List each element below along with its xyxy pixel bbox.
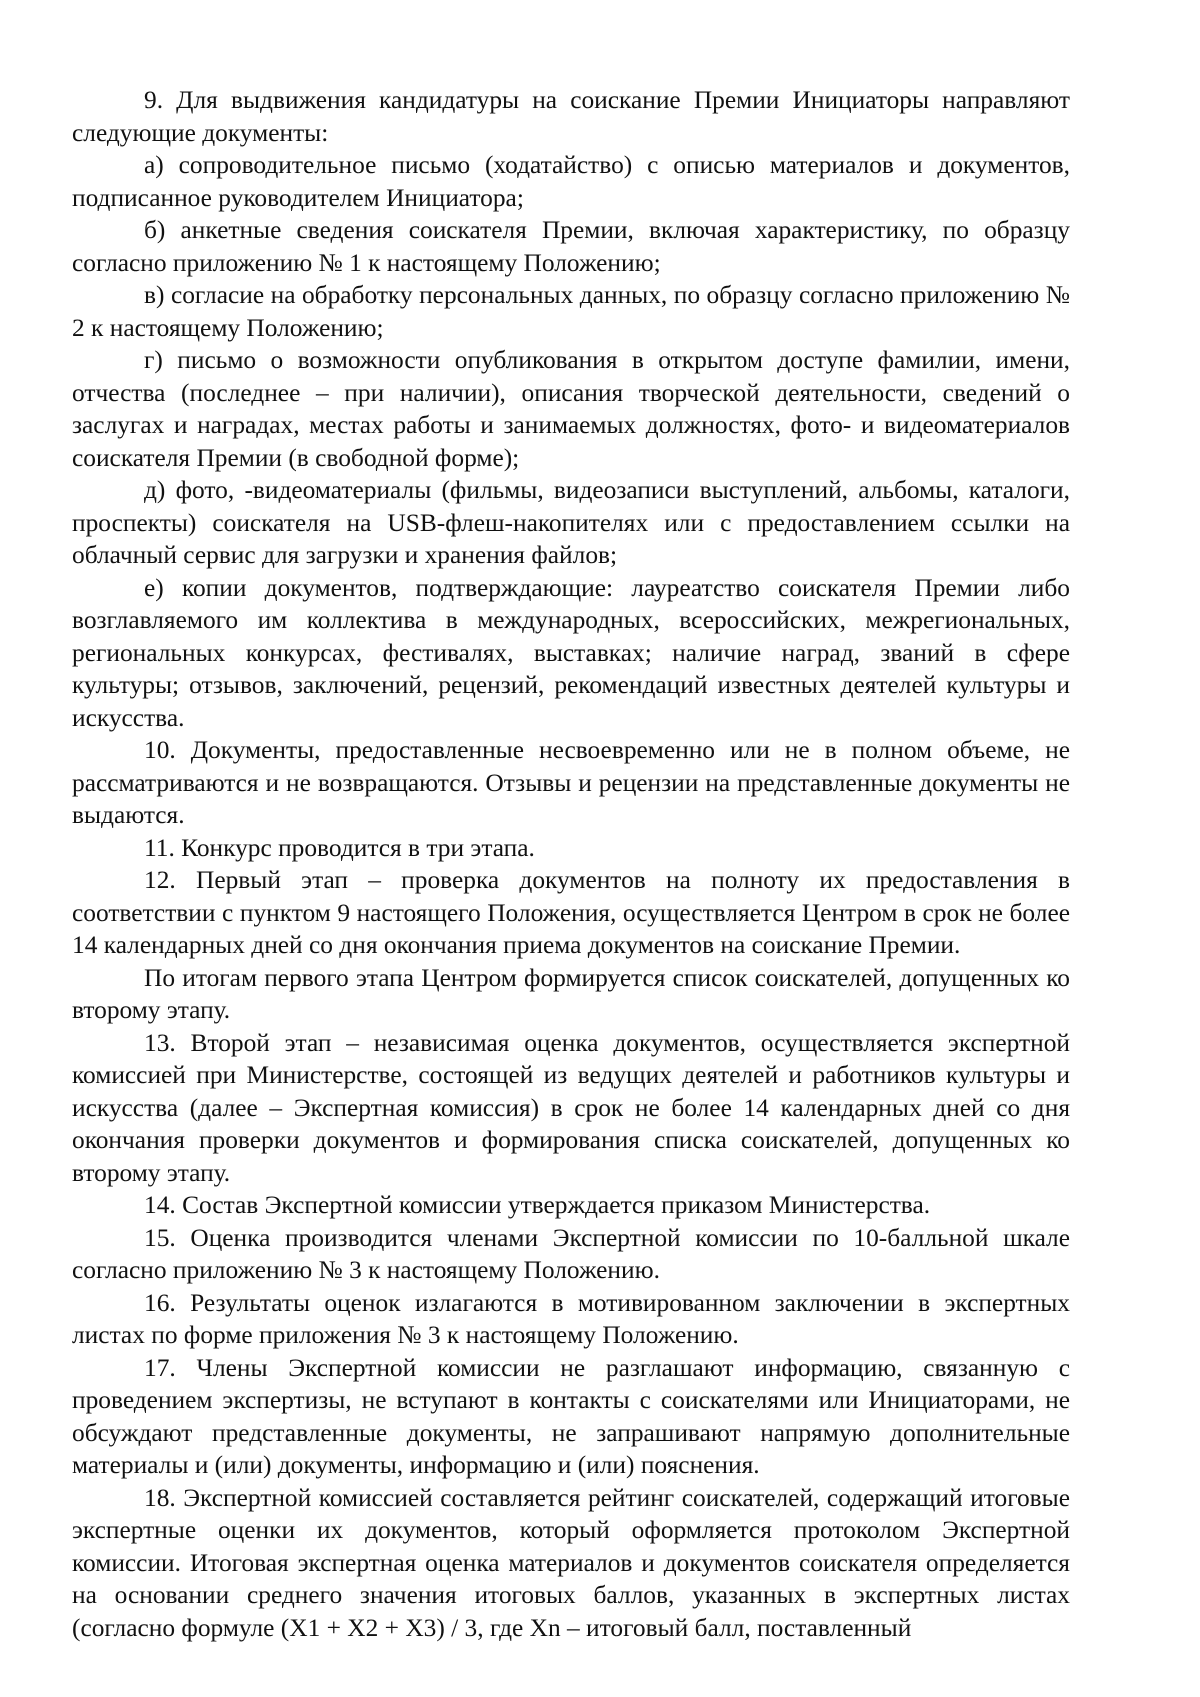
paragraph-item-15: 15. Оценка производится членами Экспертной комиссии по 10-балльной шкале согласно приложению № 3 к настоящему Положению. (72, 1223, 1070, 1284)
paragraph-item-18: 18. Экспертной комиссией составляется рейтинг соискателей, содержащий итоговые экспертные оценки их документов, который оформляется протоколом Экспертной комиссии. Итоговая экспертная оценка материалов и документов соискателя определяется на основании среднего значения итоговых баллов, указанных в экспертных листах (согласно формуле (X1 + X2 + X3) / 3, где Xn – итоговый балл, поставленный (72, 1483, 1070, 1642)
paragraph-subitem-g: г) письмо о возможности опубликования в открытом доступе фамилии, имени, отчества (последнее – при наличии), описания творческой деятельности, сведений о заслугах и наградах, местах работы и занимаемых должностях, фото- и видеоматериалов соискателя Премии (в свободной форме); (72, 346, 1070, 472)
paragraph-item-16: 16. Результаты оценок излагаются в мотивированном заключении в экспертных листах по форме приложения № 3 к настоящему Положению. (72, 1288, 1070, 1349)
paragraph-item-10: 10. Документы, предоставленные несвоевременно или не в полном объеме, не рассматриваются и не возвращаются. Отзывы и рецензии на представленные документы не выдаются. (72, 736, 1070, 829)
paragraph-item-12-continuation: По итогам первого этапа Центром формируется список соискателей, допущенных ко второму этапу. (72, 963, 1070, 1024)
paragraph-item-11: 11. Конкурс проводится в три этапа. (144, 833, 535, 862)
paragraph-subitem-v: в) согласие на обработку персональных данных, по образцу согласно приложению № 2 к настоящему Положению; (72, 281, 1070, 342)
paragraph-item-12: 12. Первый этап – проверка документов на полноту их предоставления в соответствии с пунктом 9 настоящего Положения, осуществляется Центром в срок не более 14 календарных дней со дня окончания приема документов на соискание Премии. (72, 866, 1070, 959)
paragraph-item-14: 14. Состав Экспертной комиссии утверждается приказом Министерства. (144, 1191, 931, 1219)
paragraph-subitem-d: д) фото, -видеоматериалы (фильмы, видеозаписи выступлений, альбомы, каталоги, проспекты) соискателя на USB-флеш-накопителях или с предоставлением ссылки на облачный сервис для загрузки и хранения файлов; (72, 476, 1070, 569)
paragraph-item-9: 9. Для выдвижения кандидатуры на соискание Премии Инициаторы направляют следующие документы: (72, 86, 1070, 147)
paragraph-subitem-e: е) копии документов, подтверждающие: лауреатство соискателя Премии либо возглавляемого им коллектива в международных, всероссийских, межрегиональных, региональных конкурсах, фестивалях, выставках; наличие наград, званий в сфере культуры; отзывов, заключений, рецензий, рекомендаций известных деятелей культуры и искусства. (72, 573, 1070, 732)
paragraph-item-13: 13. Второй этап – независимая оценка документов, осуществляется экспертной комиссией при Министерстве, состоящей из ведущих деятелей и работников культуры и искусства (далее – Экспертная комиссия) в срок не более 14 календарных дней со дня окончания проверки документов и формирования списка соискателей, допущенных ко второму этапу. (72, 1028, 1070, 1187)
paragraph-subitem-b: б) анкетные сведения соискателя Премии, включая характеристику, по образцу согласно приложению № 1 к настоящему Положению; (72, 216, 1070, 277)
paragraph-subitem-a: а) сопроводительное письмо (ходатайство) с описью материалов и документов, подписанное руководителем Инициатора; (72, 151, 1070, 212)
paragraph-item-17: 17. Члены Экспертной комиссии не разглашают информацию, связанную с проведением экспертизы, не вступают в контакты с соискателями или Инициаторами, не обсуждают представленные документы, не запрашивают напрямую дополнительные материалы и (или) документы, информацию и (или) пояснения. (72, 1353, 1070, 1479)
